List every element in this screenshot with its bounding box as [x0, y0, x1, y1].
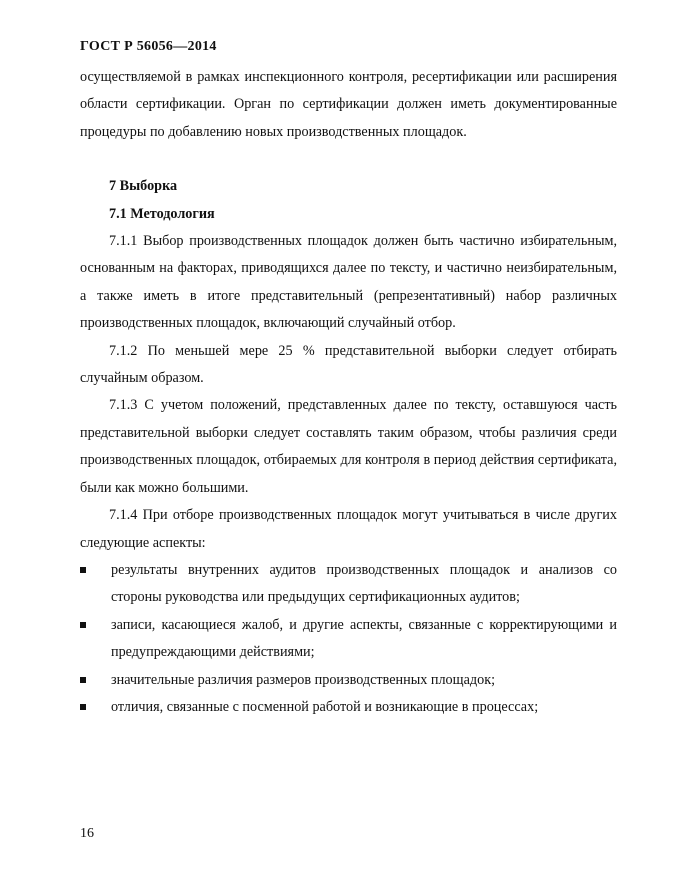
list-item-text: значительные различия размеров производственных площадок;	[111, 671, 496, 688]
paragraph-7-1-4: 7.1.4 При отборе производственных площадок могут учитываться в числе других следующие аспекты:	[80, 507, 617, 551]
square-bullet-icon	[80, 567, 86, 573]
section-spacer	[80, 146, 617, 173]
square-bullet-icon	[80, 677, 86, 683]
standard-header: ГОСТ Р 56056—2014	[80, 39, 217, 54]
document-page	[80, 36, 617, 721]
list-item	[80, 557, 617, 612]
subsection-heading: 7.1 Методология	[109, 205, 215, 222]
paragraph-7-1-2: 7.1.2 По меньшей мере 25 % представительной выборки следует отбирать случайным образом.	[80, 342, 617, 387]
list-item-text: записи, касающиеся жалоб, и другие аспекты, связанные с корректирующими и предупреждающими действиями;	[111, 616, 617, 661]
square-bullet-icon	[80, 622, 86, 628]
page-number: 16	[80, 826, 94, 841]
intro-paragraph: осуществляемой в рамках инспекционного контроля, ресертификации или расширения области сертификации. Орган по сертификации должен иметь документированные процедуры по добавлению новых производственных площадок.	[80, 69, 617, 140]
section-heading: 7 Выборка	[109, 178, 178, 195]
list-item	[80, 694, 617, 721]
paragraph-7-1-3: 7.1.3 С учетом положений, представленных далее по тексту, оставшуюся часть представительной выборки следует составлять таким образом, чтобы различия среди производственных площадок, отбираемых для контроля в период действия сертификата, были как можно большими.	[80, 397, 617, 496]
list-item-text: результаты внутренних аудитов производственных площадок и анализов со стороны руководства или предыдущих сертификационных аудитов;	[111, 561, 617, 606]
paragraph-7-1-1: 7.1.1 Выбор производственных площадок должен быть частично избирательным, основанным на факторах, приводящихся далее по тексту, и частично неизбирательным, а также иметь в итоге представительный (репрезентативный) набор различных производственных площадок, включающий случайный отбор.	[80, 233, 617, 332]
list-item	[80, 667, 617, 694]
list-item-text: отличия, связанные с посменной работой и возникающие в процессах;	[111, 698, 539, 715]
square-bullet-icon	[80, 704, 86, 710]
list-item	[80, 612, 617, 667]
aspects-list	[80, 557, 617, 721]
